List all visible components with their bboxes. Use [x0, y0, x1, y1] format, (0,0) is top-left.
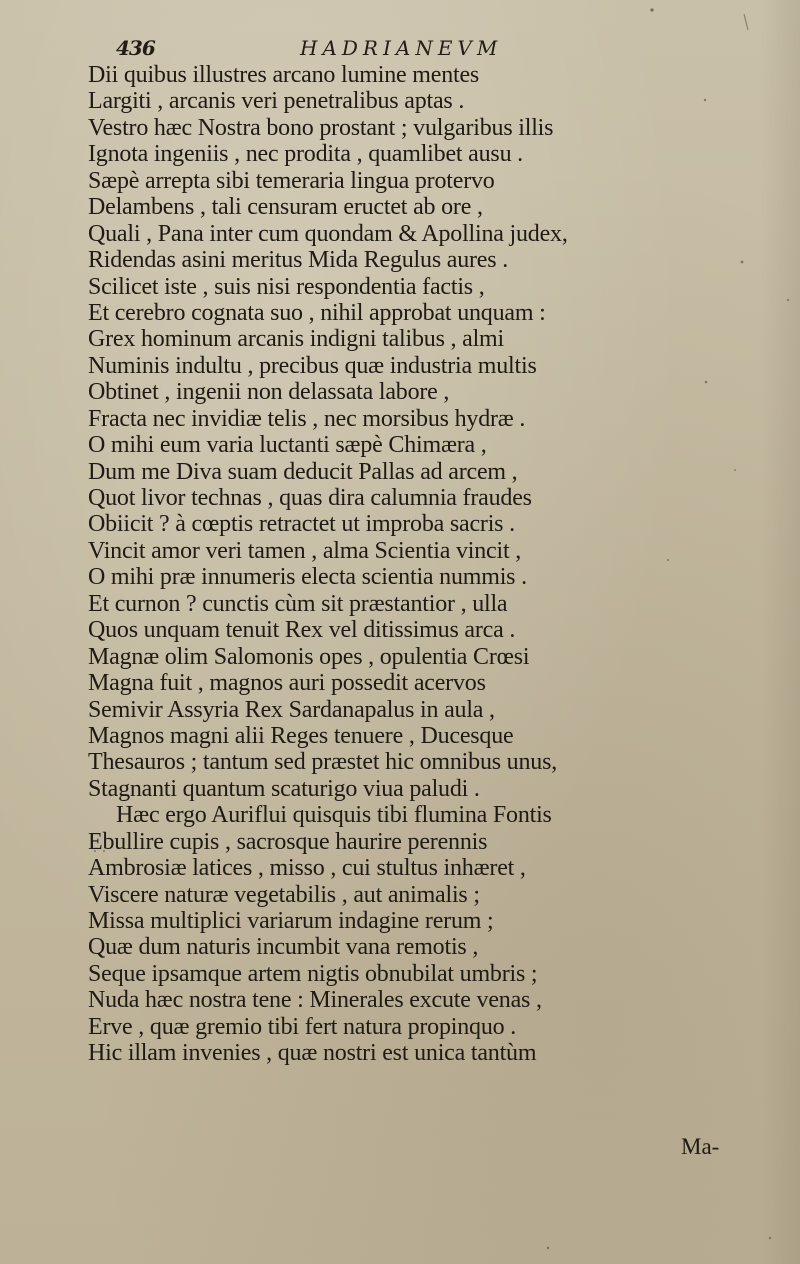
running-head: HADRIANEVM — [300, 36, 503, 60]
verse-line: Vestro hæc Nostra bono prostant ; vulgaribus illis — [88, 114, 554, 141]
verse-line: Nuda hæc nostra tene : Minerales excute venas , — [88, 987, 542, 1014]
verse-line: Delambens , tali censuram eructet ab ore , — [88, 194, 483, 221]
verse-line: Viscere naturæ vegetabilis , aut animalis ; — [88, 881, 480, 908]
verse-line: Ignota ingeniis , nec prodita , quamlibet ausu . — [88, 141, 523, 168]
verse-line: Obiicit ? à cœptis retractet ut improba sacris . — [88, 511, 515, 538]
verse-line: Dum me Diva suam deducit Pallas ad arcem , — [88, 458, 518, 485]
verse-line: Fracta nec invidiæ telis , nec morsibus hydræ . — [88, 405, 526, 432]
verse-line: Sæpè arrepta sibi temeraria lingua protervo — [88, 167, 495, 194]
catchword: Ma- — [681, 1134, 720, 1159]
verse-line: Quos unquam tenuit Rex vel ditissimus arca . — [88, 617, 516, 644]
verse-line: Magna fuit , magnos auri possedit acervos — [88, 670, 486, 697]
verse-line: Stagnanti quantum scaturigo viua paludi . — [88, 775, 480, 802]
verse-line: Missa multiplici variarum indagine rerum ; — [88, 908, 494, 934]
verse-line: Ridendas asini meritus Mida Regulus aures . — [88, 247, 509, 274]
verse-line: Semivir Assyria Rex Sardanapalus in aula , — [88, 696, 495, 723]
verse-line: Obtinet , ingenii non delassata labore , — [88, 379, 450, 406]
verse-line: Magnæ olim Salomonis opes , opulentia Crœsi — [88, 643, 530, 670]
verse-line: Thesauros ; tantum sed præstet hic omnibus unus, — [88, 749, 558, 776]
verse-line: Quali , Pana inter cum quondam & Apollina judex, — [88, 220, 568, 247]
verse-line: Largiti , arcanis veri penetralibus aptas . — [88, 88, 465, 115]
verse-line: Dii quibus illustres arcano lumine mentes — [88, 62, 480, 88]
verse-line: Numinis indultu , precibus quæ industria multis — [88, 352, 537, 379]
verse-line: Magnos magni alii Reges tenuere , Ducesque — [88, 722, 514, 749]
verse-line: Et curnon ? cunctis cùm sit præstantior , ulla — [88, 590, 508, 617]
verse-line: O mihi eum varia luctanti sæpè Chimæra , — [88, 432, 487, 459]
verse-line: O mihi præ innumeris electa scientia nummis . — [88, 564, 527, 591]
verse-line: Seque ipsamque artem nigtis obnubilat umbris ; — [88, 960, 538, 987]
verse-line: Erve , quæ gremio tibi fert natura propinquo . — [88, 1013, 517, 1040]
verse-line: Hic illam invenies , quæ nostri est unica tantùm — [88, 1040, 537, 1067]
verse-line: Quot livor technas , quas dira calumnia fraudes — [88, 485, 532, 511]
verse-line: Scilicet iste , suis nisi respondentia factis , — [88, 273, 485, 300]
verse-block — [88, 62, 768, 1067]
page-number: 436 — [116, 36, 155, 60]
verse-line: Et cerebro cognata suo , nihil approbat unquam : — [88, 299, 546, 326]
verse-line: Quæ dum naturis incumbit vana remotis , — [88, 934, 479, 961]
verse-line: Ambrosiæ latices , misso , cui stultus inhæret , — [88, 855, 526, 882]
verse-line: Grex hominum arcanis indigni talibus , almi — [88, 326, 504, 353]
verse-line: Ebullire cupis , sacrosque haurire perennis — [88, 828, 488, 855]
verse-line: Hæc ergo Auriflui quisquis tibi flumina Fontis — [116, 802, 552, 829]
verse-line: Vincit amor veri tamen , alma Scientia vincit , — [88, 537, 522, 564]
